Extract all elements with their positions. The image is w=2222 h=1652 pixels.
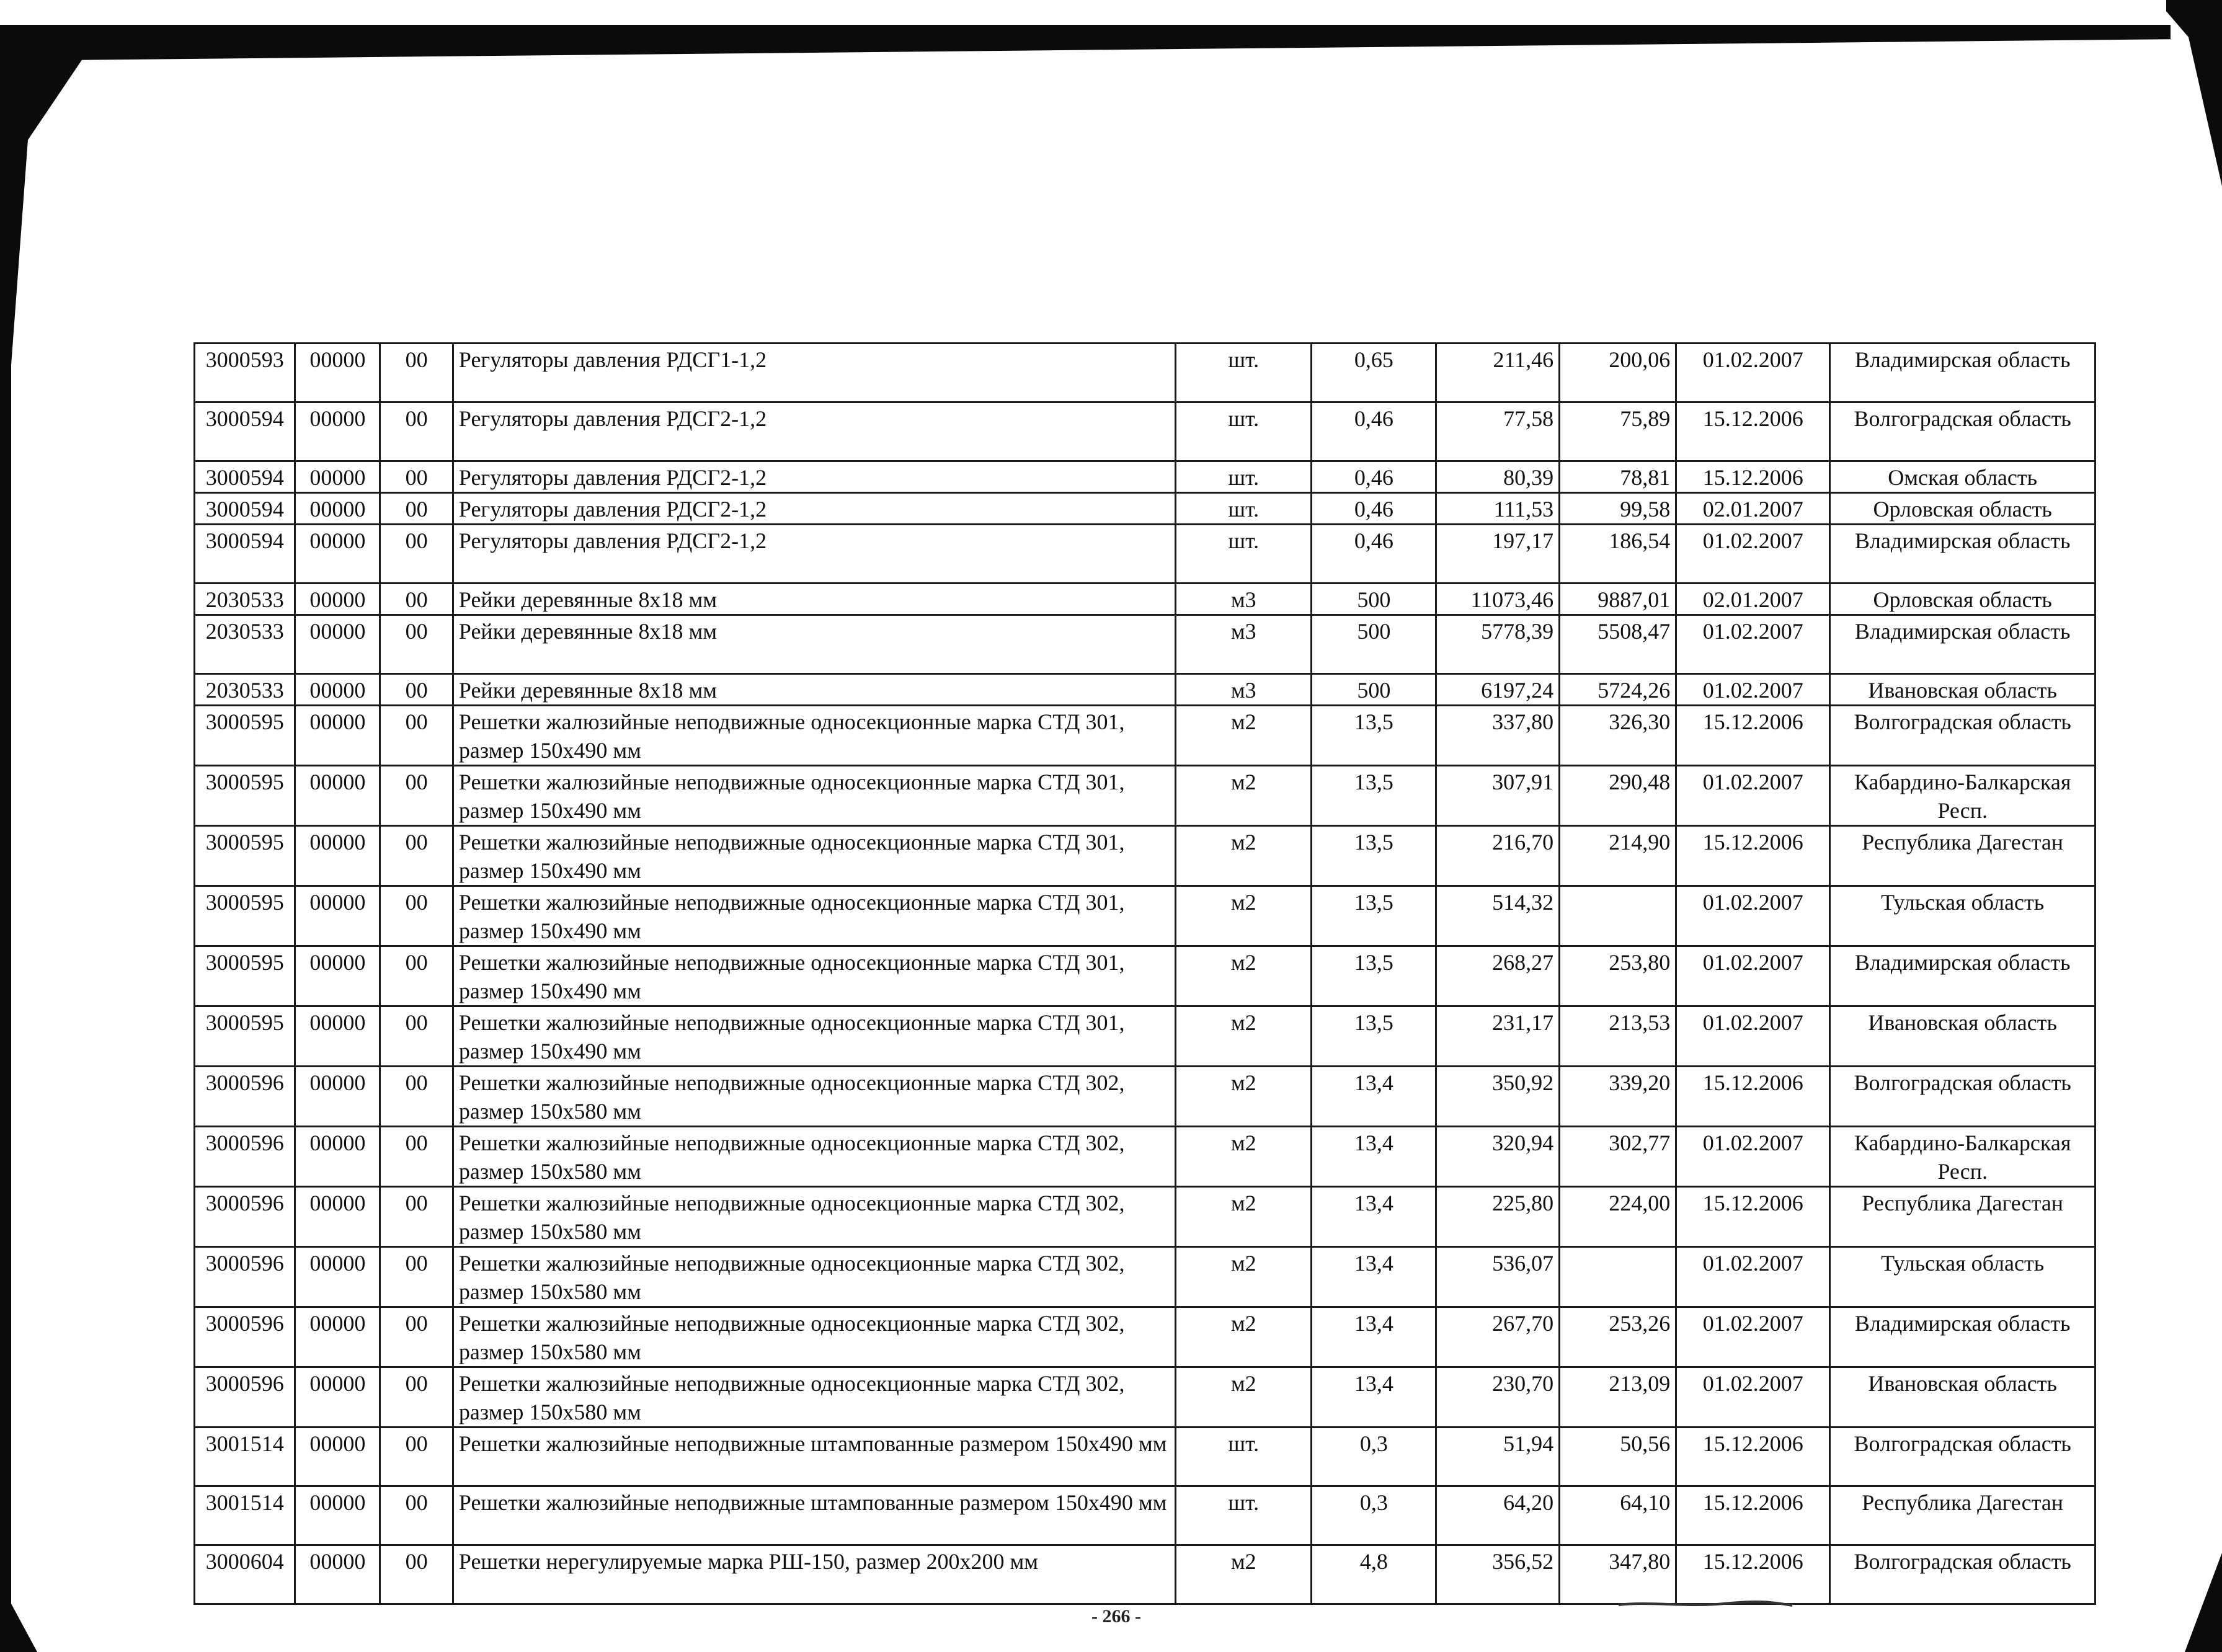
cell-unit: м2: [1176, 1187, 1312, 1247]
cell-quantity: 13,5: [1312, 766, 1436, 826]
cell-code: 3000594: [195, 461, 295, 493]
cell-position: 00: [380, 584, 453, 615]
cell-code: 2030533: [195, 615, 295, 674]
cell-name: Рейки деревянные 8x18 мм: [453, 615, 1175, 674]
cell-price-with-vat: 77,58: [1436, 402, 1560, 461]
cell-quantity: 13,5: [1312, 826, 1436, 886]
cell-subcode: 00000: [295, 1486, 380, 1545]
table-row: [195, 1545, 2095, 1604]
cell-region: Ивановская область: [1830, 674, 2095, 706]
cell-date: 15.12.2006: [1676, 1428, 1830, 1486]
cell-price: 5724,26: [1560, 674, 1676, 706]
cell-name: Решетки жалюзийные неподвижные односекционные марка СТД 302, размер 150x580 мм: [453, 1367, 1175, 1428]
cell-date: 01.02.2007: [1676, 1247, 1830, 1307]
cell-name: Рейки деревянные 8x18 мм: [453, 584, 1175, 615]
cell-price: 5508,47: [1560, 615, 1676, 674]
cell-price: 186,54: [1560, 525, 1676, 584]
cell-position: 00: [380, 344, 453, 402]
cell-code: 3000595: [195, 946, 295, 1006]
table-row: [195, 1006, 2095, 1067]
cell-date: 01.02.2007: [1676, 1307, 1830, 1367]
cell-price-with-vat: 350,92: [1436, 1067, 1560, 1127]
cell-date: 01.02.2007: [1676, 946, 1830, 1006]
cell-quantity: 500: [1312, 584, 1436, 615]
cell-region: Волгоградская область: [1830, 1428, 2095, 1486]
cell-name: Регуляторы давления РДСГ2-1,2: [453, 461, 1175, 493]
cell-region: Владимирская область: [1830, 615, 2095, 674]
cell-unit: м2: [1176, 946, 1312, 1006]
cell-price: 224,00: [1560, 1187, 1676, 1247]
cell-position: 00: [380, 1545, 453, 1604]
cell-price-with-vat: 51,94: [1436, 1428, 1560, 1486]
cell-name: Решетки жалюзийные неподвижные односекционные марка СТД 301, размер 150x490 мм: [453, 886, 1175, 946]
cell-unit: м2: [1176, 826, 1312, 886]
cell-code: 3001514: [195, 1486, 295, 1545]
cell-subcode: 00000: [295, 461, 380, 493]
cell-date: 02.01.2007: [1676, 584, 1830, 615]
cell-quantity: 13,5: [1312, 1006, 1436, 1067]
cell-region: Орловская область: [1830, 584, 2095, 615]
cell-subcode: 00000: [295, 706, 380, 766]
cell-unit: м2: [1176, 1367, 1312, 1428]
cell-region: Владимирская область: [1830, 344, 2095, 402]
cell-code: 3000594: [195, 402, 295, 461]
cell-region: Кабардино-Балкарская Респ.: [1830, 766, 2095, 826]
cell-price: 326,30: [1560, 706, 1676, 766]
cell-name: Регуляторы давления РДСГ2-1,2: [453, 402, 1175, 461]
cell-name: Рейки деревянные 8x18 мм: [453, 674, 1175, 706]
cell-name: Решетки жалюзийные неподвижные штампованные размером 150x490 мм: [453, 1428, 1175, 1486]
cell-quantity: 13,5: [1312, 706, 1436, 766]
cell-price: [1560, 1247, 1676, 1307]
cell-position: 00: [380, 1187, 453, 1247]
cell-subcode: 00000: [295, 826, 380, 886]
cell-date: 15.12.2006: [1676, 706, 1830, 766]
cell-date: 01.02.2007: [1676, 1006, 1830, 1067]
cell-name: Решетки жалюзийные неподвижные односекционные марка СТД 301, размер 150x490 мм: [453, 766, 1175, 826]
cell-region: Ивановская область: [1830, 1006, 2095, 1067]
cell-subcode: 00000: [295, 1127, 380, 1187]
cell-price: 253,80: [1560, 946, 1676, 1006]
table-row: [195, 886, 2095, 946]
cell-date: 15.12.2006: [1676, 1486, 1830, 1545]
cell-price-with-vat: 268,27: [1436, 946, 1560, 1006]
cell-subcode: 00000: [295, 886, 380, 946]
cell-position: 00: [380, 402, 453, 461]
cell-unit: шт.: [1176, 402, 1312, 461]
cell-price: 64,10: [1560, 1486, 1676, 1545]
cell-quantity: 0,65: [1312, 344, 1436, 402]
cell-position: 00: [380, 615, 453, 674]
table-row: [195, 1486, 2095, 1545]
cell-unit: шт.: [1176, 461, 1312, 493]
cell-region: Владимирская область: [1830, 946, 2095, 1006]
cell-price-with-vat: 320,94: [1436, 1127, 1560, 1187]
cell-date: 15.12.2006: [1676, 1187, 1830, 1247]
cell-code: 3000594: [195, 493, 295, 525]
cell-quantity: 13,5: [1312, 886, 1436, 946]
cell-unit: м3: [1176, 615, 1312, 674]
cell-unit: м2: [1176, 1067, 1312, 1127]
cell-position: 00: [380, 1367, 453, 1428]
cell-code: 3000595: [195, 826, 295, 886]
cell-date: 01.02.2007: [1676, 525, 1830, 584]
cell-unit: м2: [1176, 886, 1312, 946]
cell-subcode: 00000: [295, 1545, 380, 1604]
cell-unit: м2: [1176, 1247, 1312, 1307]
cell-subcode: 00000: [295, 674, 380, 706]
cell-position: 00: [380, 1127, 453, 1187]
cell-subcode: 00000: [295, 1307, 380, 1367]
scan-border-bottom-right: [2185, 1553, 2222, 1652]
cell-quantity: 13,5: [1312, 946, 1436, 1006]
cell-price: 200,06: [1560, 344, 1676, 402]
cell-price: 253,26: [1560, 1307, 1676, 1367]
scan-border-left: [0, 43, 93, 1652]
cell-subcode: 00000: [295, 344, 380, 402]
table-row: [195, 344, 2095, 402]
cell-unit: шт.: [1176, 1428, 1312, 1486]
cell-price-with-vat: 80,39: [1436, 461, 1560, 493]
cell-name: Решетки жалюзийные неподвижные односекционные марка СТД 302, размер 150x580 мм: [453, 1247, 1175, 1307]
cell-code: 3000594: [195, 525, 295, 584]
table-body: [195, 344, 2095, 1604]
table-row: [195, 946, 2095, 1006]
page-number: - 266 -: [1091, 1606, 1141, 1627]
cell-region: Тульская область: [1830, 1247, 2095, 1307]
table-row: [195, 493, 2095, 525]
cell-quantity: 13,4: [1312, 1367, 1436, 1428]
cell-date: 01.02.2007: [1676, 766, 1830, 826]
cell-position: 00: [380, 946, 453, 1006]
cell-price-with-vat: 6197,24: [1436, 674, 1560, 706]
cell-code: 3000593: [195, 344, 295, 402]
cell-name: Решетки жалюзийные неподвижные односекционные марка СТД 302, размер 150x580 мм: [453, 1187, 1175, 1247]
cell-price: 339,20: [1560, 1067, 1676, 1127]
cell-name: Регуляторы давления РДСГ2-1,2: [453, 493, 1175, 525]
cell-unit: шт.: [1176, 344, 1312, 402]
cell-date: 01.02.2007: [1676, 886, 1830, 946]
cell-code: 3000595: [195, 766, 295, 826]
cell-price-with-vat: 211,46: [1436, 344, 1560, 402]
table-row: [195, 1247, 2095, 1307]
cell-name: Решетки жалюзийные неподвижные односекционные марка СТД 302, размер 150x580 мм: [453, 1307, 1175, 1367]
cell-code: 3000604: [195, 1545, 295, 1604]
cell-position: 00: [380, 674, 453, 706]
cell-price-with-vat: 5778,39: [1436, 615, 1560, 674]
stamp-mark: [1612, 1600, 1798, 1609]
cell-code: 3000596: [195, 1367, 295, 1428]
cell-position: 00: [380, 461, 453, 493]
cell-price-with-vat: 225,80: [1436, 1187, 1560, 1247]
cell-code: 3000595: [195, 706, 295, 766]
cell-price-with-vat: 230,70: [1436, 1367, 1560, 1428]
table-row: [195, 584, 2095, 615]
cell-price: 213,53: [1560, 1006, 1676, 1067]
cell-code: 2030533: [195, 584, 295, 615]
cell-unit: м3: [1176, 584, 1312, 615]
cell-subcode: 00000: [295, 525, 380, 584]
cell-name: Решетки жалюзийные неподвижные односекционные марка СТД 301, размер 150x490 мм: [453, 826, 1175, 886]
table-row: [195, 826, 2095, 886]
cell-quantity: 4,8: [1312, 1545, 1436, 1604]
cell-price-with-vat: 536,07: [1436, 1247, 1560, 1307]
cell-unit: м3: [1176, 674, 1312, 706]
cell-quantity: 13,4: [1312, 1067, 1436, 1127]
cell-subcode: 00000: [295, 493, 380, 525]
cell-position: 00: [380, 525, 453, 584]
cell-price-with-vat: 231,17: [1436, 1006, 1560, 1067]
cell-price: 75,89: [1560, 402, 1676, 461]
cell-price-with-vat: 216,70: [1436, 826, 1560, 886]
cell-name: Решетки жалюзийные неподвижные односекционные марка СТД 301, размер 150x490 мм: [453, 1006, 1175, 1067]
cell-subcode: 00000: [295, 402, 380, 461]
cell-price: 9887,01: [1560, 584, 1676, 615]
cell-position: 00: [380, 886, 453, 946]
cell-price-with-vat: 337,80: [1436, 706, 1560, 766]
cell-position: 00: [380, 1247, 453, 1307]
cell-unit: м2: [1176, 1545, 1312, 1604]
cell-region: Волгоградская область: [1830, 1545, 2095, 1604]
cell-price-with-vat: 514,32: [1436, 886, 1560, 946]
cell-price-with-vat: 267,70: [1436, 1307, 1560, 1367]
cell-price: 213,09: [1560, 1367, 1676, 1428]
cell-date: 15.12.2006: [1676, 1545, 1830, 1604]
cell-name: Решетки жалюзийные неподвижные штампованные размером 150x490 мм: [453, 1486, 1175, 1545]
cell-price: [1560, 886, 1676, 946]
cell-subcode: 00000: [295, 615, 380, 674]
cell-unit: шт.: [1176, 525, 1312, 584]
cell-position: 00: [380, 826, 453, 886]
cell-price: 214,90: [1560, 826, 1676, 886]
cell-price: 50,56: [1560, 1428, 1676, 1486]
cell-price-with-vat: 356,52: [1436, 1545, 1560, 1604]
cell-code: 3000596: [195, 1127, 295, 1187]
cell-region: Владимирская область: [1830, 525, 2095, 584]
cell-code: 3000595: [195, 886, 295, 946]
cell-subcode: 00000: [295, 1367, 380, 1428]
cell-name: Решетки жалюзийные неподвижные односекционные марка СТД 302, размер 150x580 мм: [453, 1067, 1175, 1127]
cell-position: 00: [380, 1307, 453, 1367]
cell-region: Волгоградская область: [1830, 706, 2095, 766]
cell-position: 00: [380, 1006, 453, 1067]
cell-region: Волгоградская область: [1830, 402, 2095, 461]
cell-unit: м2: [1176, 1127, 1312, 1187]
cell-name: Решетки жалюзийные неподвижные односекционные марка СТД 301, размер 150x490 мм: [453, 946, 1175, 1006]
table-row: [195, 461, 2095, 493]
cell-region: Кабардино-Балкарская Респ.: [1830, 1127, 2095, 1187]
cell-region: Республика Дагестан: [1830, 1187, 2095, 1247]
table-row: [195, 1307, 2095, 1367]
cell-region: Владимирская область: [1830, 1307, 2095, 1367]
cell-subcode: 00000: [295, 1247, 380, 1307]
cell-date: 15.12.2006: [1676, 1067, 1830, 1127]
cell-date: 01.02.2007: [1676, 615, 1830, 674]
cell-unit: шт.: [1176, 1486, 1312, 1545]
cell-name: Регуляторы давления РДСГ1-1,2: [453, 344, 1175, 402]
cell-region: Омская область: [1830, 461, 2095, 493]
cell-quantity: 500: [1312, 674, 1436, 706]
table-row: [195, 706, 2095, 766]
cell-date: 01.02.2007: [1676, 344, 1830, 402]
cell-code: 3000596: [195, 1187, 295, 1247]
cell-region: Республика Дагестан: [1830, 1486, 2095, 1545]
cell-name: Регуляторы давления РДСГ2-1,2: [453, 525, 1175, 584]
cell-price: 78,81: [1560, 461, 1676, 493]
cell-code: 3001514: [195, 1428, 295, 1486]
table-row: [195, 1067, 2095, 1127]
cell-price-with-vat: 64,20: [1436, 1486, 1560, 1545]
table-row: [195, 1187, 2095, 1247]
cell-quantity: 13,4: [1312, 1307, 1436, 1367]
cell-quantity: 13,4: [1312, 1247, 1436, 1307]
cell-date: 01.02.2007: [1676, 674, 1830, 706]
cell-code: 3000596: [195, 1247, 295, 1307]
cell-code: 3000596: [195, 1307, 295, 1367]
cell-price-with-vat: 307,91: [1436, 766, 1560, 826]
cell-price: 99,58: [1560, 493, 1676, 525]
cell-quantity: 13,4: [1312, 1127, 1436, 1187]
cell-unit: шт.: [1176, 493, 1312, 525]
cell-name: Решетки нерегулируемые марка РШ-150, размер 200x200 мм: [453, 1545, 1175, 1604]
cell-price: 347,80: [1560, 1545, 1676, 1604]
cell-position: 00: [380, 706, 453, 766]
cell-quantity: 0,3: [1312, 1486, 1436, 1545]
table-row: [195, 766, 2095, 826]
table-row: [195, 1367, 2095, 1428]
cell-quantity: 0,46: [1312, 402, 1436, 461]
cell-position: 00: [380, 493, 453, 525]
cell-unit: м2: [1176, 766, 1312, 826]
table-row: [195, 1428, 2095, 1486]
cell-price: 302,77: [1560, 1127, 1676, 1187]
cell-unit: м2: [1176, 1307, 1312, 1367]
cell-date: 02.01.2007: [1676, 493, 1830, 525]
cell-price-with-vat: 111,53: [1436, 493, 1560, 525]
cell-code: 3000595: [195, 1006, 295, 1067]
cell-name: Решетки жалюзийные неподвижные односекционные марка СТД 301, размер 150x490 мм: [453, 706, 1175, 766]
cell-region: Республика Дагестан: [1830, 826, 2095, 886]
cell-region: Орловская область: [1830, 493, 2095, 525]
cell-quantity: 0,46: [1312, 461, 1436, 493]
cell-quantity: 500: [1312, 615, 1436, 674]
cell-subcode: 00000: [295, 766, 380, 826]
cell-subcode: 00000: [295, 1428, 380, 1486]
cell-region: Волгоградская область: [1830, 1067, 2095, 1127]
cell-subcode: 00000: [295, 1006, 380, 1067]
cell-price-with-vat: 197,17: [1436, 525, 1560, 584]
cell-unit: м2: [1176, 1006, 1312, 1067]
table-row: [195, 1127, 2095, 1187]
table-row: [195, 402, 2095, 461]
cell-date: 15.12.2006: [1676, 402, 1830, 461]
table-row: [195, 615, 2095, 674]
cell-date: 15.12.2006: [1676, 461, 1830, 493]
cell-date: 15.12.2006: [1676, 826, 1830, 886]
price-table: [193, 342, 2096, 1605]
cell-position: 00: [380, 1428, 453, 1486]
cell-price-with-vat: 11073,46: [1436, 584, 1560, 615]
cell-quantity: 0,3: [1312, 1428, 1436, 1486]
cell-subcode: 00000: [295, 946, 380, 1006]
table-row: [195, 674, 2095, 706]
cell-position: 00: [380, 1067, 453, 1127]
cell-region: Ивановская область: [1830, 1367, 2095, 1428]
table-row: [195, 525, 2095, 584]
cell-subcode: 00000: [295, 584, 380, 615]
cell-position: 00: [380, 1486, 453, 1545]
cell-name: Решетки жалюзийные неподвижные односекционные марка СТД 302, размер 150x580 мм: [453, 1127, 1175, 1187]
cell-quantity: 13,4: [1312, 1187, 1436, 1247]
cell-code: 2030533: [195, 674, 295, 706]
cell-unit: м2: [1176, 706, 1312, 766]
cell-subcode: 00000: [295, 1067, 380, 1127]
cell-region: Тульская область: [1830, 886, 2095, 946]
cell-date: 01.02.2007: [1676, 1367, 1830, 1428]
cell-code: 3000596: [195, 1067, 295, 1127]
cell-price: 290,48: [1560, 766, 1676, 826]
cell-quantity: 0,46: [1312, 493, 1436, 525]
cell-subcode: 00000: [295, 1187, 380, 1247]
cell-date: 01.02.2007: [1676, 1127, 1830, 1187]
cell-quantity: 0,46: [1312, 525, 1436, 584]
cell-position: 00: [380, 766, 453, 826]
